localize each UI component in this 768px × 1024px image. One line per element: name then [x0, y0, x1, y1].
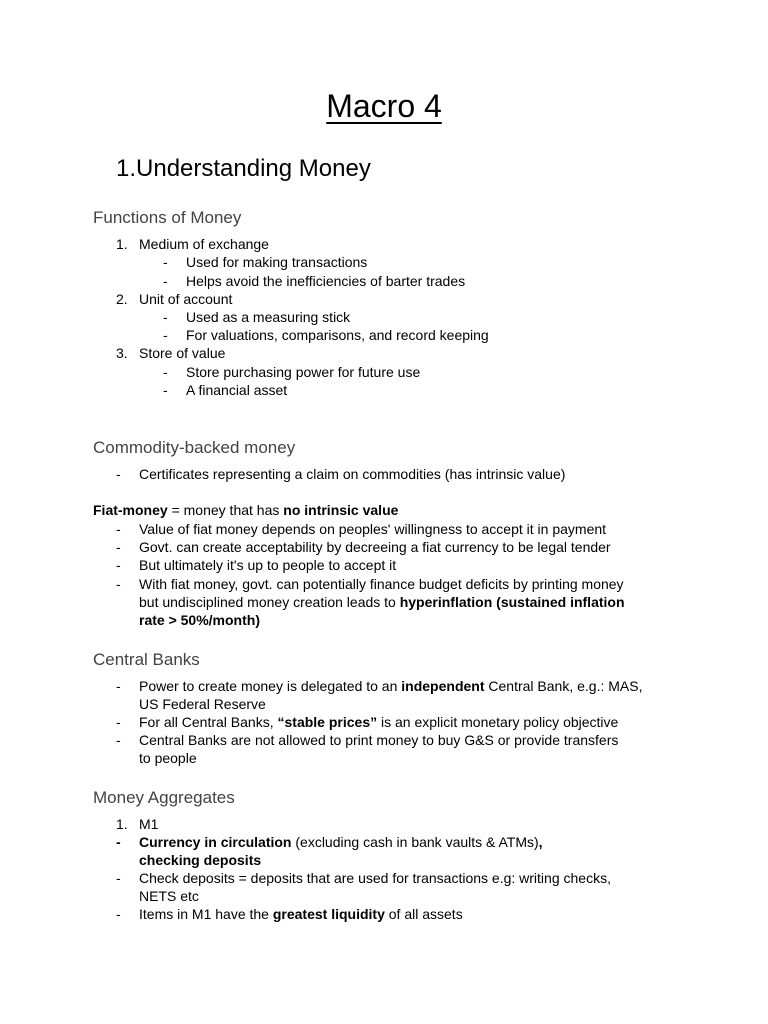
list-dash: -: [116, 906, 121, 922]
bullet-text: [139, 905, 463, 923]
bullet-text-part: Power to create money is delegated to an: [139, 678, 402, 694]
document-title: Macro 4: [326, 88, 442, 124]
list-dash: -: [163, 382, 168, 398]
heading-money-aggregates: Money Aggregates: [93, 788, 235, 807]
bullet-text-part: is an explicit monetary policy objective: [377, 714, 619, 730]
bullet-text: Check deposits = deposits that are used for transactions e.g: writing checks,: [139, 870, 611, 886]
bullet-text-part: of all assets: [384, 906, 463, 922]
bullet-comma: ,: [538, 834, 543, 850]
list-dash: -: [116, 576, 121, 592]
bullet-text: but undisciplined money creation leads to: [139, 594, 400, 610]
list-number: 1.: [116, 236, 128, 252]
bullet-text: [139, 677, 642, 695]
bullet-emphasis: hyperinflation (sustained inflation: [399, 594, 625, 610]
bullet-text: Value of fiat money depends on peoples' willingness to accept it in payment: [139, 521, 607, 537]
list-number: 2.: [116, 291, 128, 307]
list-dash: -: [163, 309, 168, 325]
bullet-text: Govt. can create acceptability by decreeing a fiat currency to be legal tender: [139, 539, 611, 555]
list-dash: -: [116, 521, 121, 537]
bullet-text: With fiat money, govt. can potentially finance budget deficits by printing money: [139, 576, 624, 592]
bullet-emphasis: checking deposits: [139, 852, 262, 868]
bullet-text-part: Items in M1 have the: [139, 906, 273, 922]
bullet-text-part: (excluding cash in bank vaults & ATMs): [291, 834, 539, 850]
definition-emphasis: no intrinsic value: [283, 502, 399, 518]
bullet-text-continued: to people: [139, 750, 197, 766]
bullet-text-part: For all Central Banks,: [139, 714, 278, 730]
list-item: Store of value: [139, 345, 226, 361]
bullet-text: Central Banks are not allowed to print money to buy G&S or provide transfers: [139, 732, 619, 748]
list-dash: -: [163, 273, 168, 289]
sub-list-item: A financial asset: [186, 382, 288, 398]
list-dash: -: [116, 466, 121, 482]
heading-functions-of-money: Functions of Money: [93, 208, 242, 227]
bullet-emphasis: rate > 50%/month): [139, 612, 260, 628]
bullet-text: But ultimately it's up to people to accept it: [139, 557, 397, 573]
bullet-text-continued: [139, 611, 260, 629]
list-item: Medium of exchange: [139, 236, 269, 252]
list-item: Unit of account: [139, 291, 233, 307]
section-heading-understanding-money: [116, 154, 371, 184]
list-dash: -: [116, 557, 121, 573]
sub-list-item: Store purchasing power for future use: [186, 364, 421, 380]
list-dash: -: [163, 327, 168, 343]
sub-list-item: Used for making transactions: [186, 254, 368, 270]
list-dash: -: [116, 678, 121, 694]
bullet-text: Certificates representing a claim on commodities (has intrinsic value): [139, 466, 566, 482]
bullet-emphasis: Currency in circulation: [139, 834, 292, 850]
heading-central-banks: Central Banks: [93, 650, 200, 669]
list-dash: -: [163, 254, 168, 270]
bullet-text-continued: NETS etc: [139, 888, 199, 904]
section-title: Understanding Money: [136, 155, 371, 182]
list-number: 3.: [116, 345, 128, 361]
list-item: M1: [139, 816, 159, 832]
bullet-text-continued: US Federal Reserve: [139, 696, 266, 712]
list-dash: -: [116, 834, 121, 850]
bullet-text-part: Central Bank, e.g.: MAS,: [484, 678, 643, 694]
list-dash: -: [116, 870, 121, 886]
list-number: 1.: [116, 816, 128, 832]
bullet-text-continued: [139, 593, 625, 611]
bullet-text: [139, 833, 543, 851]
sub-list-item: Used as a measuring stick: [186, 309, 351, 325]
fiat-definition: [93, 501, 398, 519]
heading-commodity-backed-money: Commodity-backed money: [93, 438, 296, 457]
bullet-text: [139, 713, 618, 731]
list-dash: -: [163, 364, 168, 380]
bullet-emphasis: greatest liquidity: [272, 906, 385, 922]
sub-list-item: For valuations, comparisons, and record keeping: [186, 327, 489, 343]
bullet-emphasis: independent: [401, 678, 485, 694]
list-dash: -: [116, 732, 121, 748]
bullet-emphasis: “stable prices”: [277, 714, 378, 730]
section-number: 1.: [116, 155, 137, 182]
list-dash: -: [116, 539, 121, 555]
definition-text: = money that has: [167, 502, 284, 518]
list-dash: -: [116, 714, 121, 730]
fiat-term: Fiat-money: [93, 502, 168, 518]
sub-list-item: Helps avoid the inefficiencies of barter trades: [186, 273, 466, 289]
bullet-text-continued: [139, 851, 261, 869]
